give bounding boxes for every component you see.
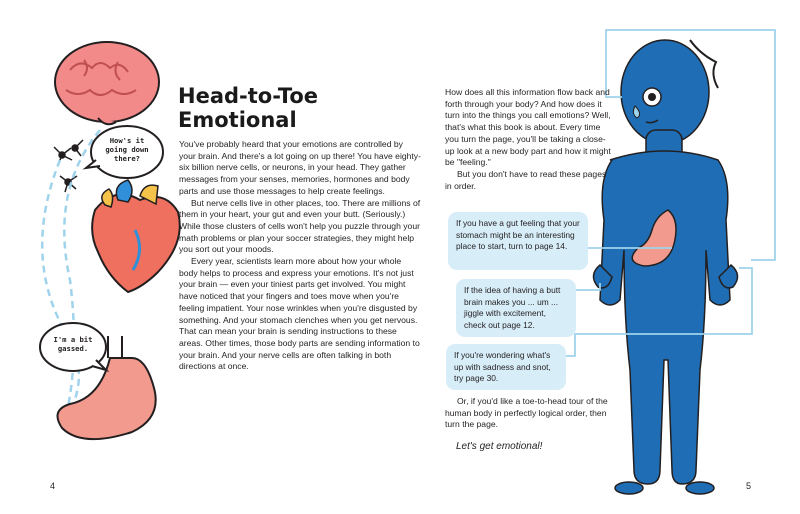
callout-sadness: If you're wondering what's up with sadness and snot, try page 30. xyxy=(446,344,566,390)
page-title xyxy=(178,84,408,132)
heart-illustration xyxy=(92,180,180,292)
brain-illustration xyxy=(55,42,159,124)
human-body-illustration xyxy=(593,40,737,494)
callout-butt-brain: If the idea of having a butt brain makes you ... um ... jiggle with excitement, check out page 12. xyxy=(456,279,576,337)
left-body-text xyxy=(179,139,421,373)
paragraph: You've probably heard that your emotions are controlled by your brain. And there's a lot going on up there! You have eighty-six billion nerve cells, or neurons, in your head. They gather messages from your senses, memories, hormones and body parts and use those messages to help create feelings. xyxy=(179,139,421,196)
speech-bubble-bottom: I'm a bit gassed. xyxy=(53,335,93,353)
outro-text: Or, if you'd like a toe-to-head tour of the human body in perfectly logical order, then turn the page. xyxy=(445,396,608,430)
dashed-nerve-lines xyxy=(42,130,100,420)
callout-stomach: If you have a gut feeling that your stomach might be an interesting place to start, turn to page 14. xyxy=(448,212,588,270)
tagline: Let's get emotional! xyxy=(456,441,543,452)
title-line-1: Head-to-Toe xyxy=(178,84,319,108)
speech-bubble-top: How's it going down there? xyxy=(105,136,149,163)
page-number-right: 5 xyxy=(746,481,752,491)
title-line-2: Emotional xyxy=(178,108,297,132)
paragraph: But nerve cells live in other places, too. There are millions of them in your heart, your gut and even your butt. (Seriously.) While those clusters of cells won't help you puzzle through your math problems or plan your soccer strategies, they might help you sort out your moods. xyxy=(179,197,421,255)
page-number-left: 4 xyxy=(50,481,56,491)
paragraph: How does all this information flow back and forth through your body? And how does it turn into the things you call emotions? Well, that's what this book is about. Every time you turn the page, you'll be taking a close-up look at a new body part and how it might be "feeling." xyxy=(445,87,611,168)
paragraph: But you don't have to read these pages in order. xyxy=(445,168,607,191)
right-intro-text xyxy=(445,87,613,192)
paragraph: Every year, scientists learn more about how your whole body helps to process and express your emotions. It's not just your brain — even your tiniest parts get involved. You might have noticed that your fingers and toes move when you're feeling impatient. Your nose wrinkles when you're disgusted by something. And your stomach clenches when you get nervous. That can mean your brain is sending instructions to these areas. Other times, those body parts are sending information to your brain. And your nerve cells are often talking in both directions at once. xyxy=(179,256,420,372)
